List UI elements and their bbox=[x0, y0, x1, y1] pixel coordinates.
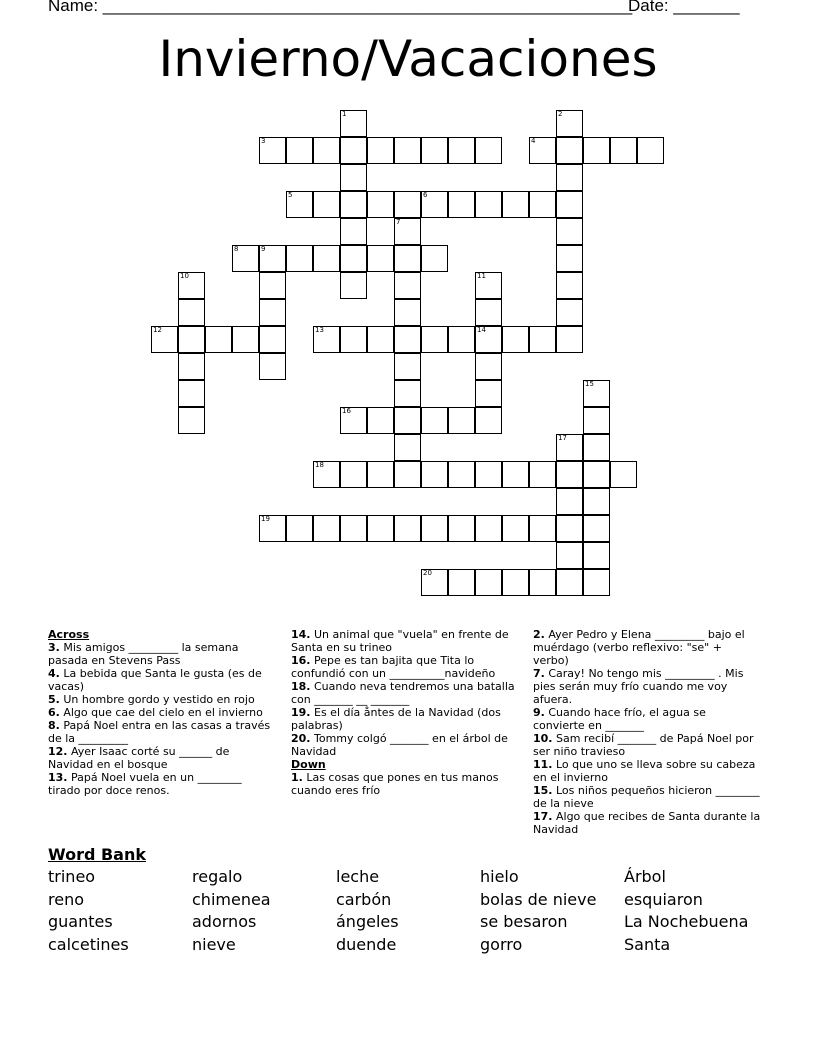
clue-item bbox=[291, 732, 519, 758]
clue-text: Los niños pequeños hicieron ________ de la nieve bbox=[533, 784, 760, 810]
crossword-cell[interactable] bbox=[178, 353, 205, 380]
crossword-cell[interactable] bbox=[340, 326, 367, 353]
word-bank-item: guantes bbox=[48, 912, 113, 932]
crossword-cell[interactable] bbox=[259, 326, 286, 353]
clue-num: 6. bbox=[48, 706, 60, 719]
name-line[interactable]: Name: ________________________________________________________ bbox=[48, 0, 633, 15]
crossword-cell[interactable] bbox=[286, 191, 313, 218]
clue-text: Tommy colgó _______ en el árbol de Navidad bbox=[291, 732, 508, 758]
word-bank-title: Word Bank bbox=[48, 845, 147, 864]
crossword-cell[interactable] bbox=[556, 326, 583, 353]
crossword-cell[interactable] bbox=[367, 515, 394, 542]
crossword-cell[interactable] bbox=[448, 191, 475, 218]
crossword-cell[interactable] bbox=[394, 461, 421, 488]
word-bank-item: calcetines bbox=[48, 934, 129, 954]
crossword-cell[interactable] bbox=[286, 137, 313, 164]
word-bank-column bbox=[48, 866, 129, 956]
word-bank-item: hielo bbox=[480, 867, 519, 886]
crossword-cell[interactable] bbox=[313, 461, 340, 488]
crossword-cell[interactable] bbox=[475, 515, 502, 542]
crossword-cell[interactable] bbox=[394, 380, 421, 407]
crossword-cell[interactable] bbox=[502, 569, 529, 596]
clue-number: 17 bbox=[558, 434, 567, 442]
crossword-cell[interactable] bbox=[556, 488, 583, 515]
clue-number: 12 bbox=[153, 326, 162, 334]
crossword-cell[interactable] bbox=[475, 461, 502, 488]
across-heading: Across bbox=[48, 628, 90, 641]
crossword-cell[interactable] bbox=[313, 137, 340, 164]
crossword-cell[interactable] bbox=[340, 272, 367, 299]
crossword-cell[interactable] bbox=[529, 326, 556, 353]
crossword-cell[interactable] bbox=[340, 110, 367, 137]
clue-item bbox=[533, 667, 761, 706]
clue-text: Un animal que "vuela" en frente de Santa en su trineo bbox=[291, 628, 509, 654]
clue-num: 2. bbox=[533, 628, 545, 641]
crossword-cell[interactable] bbox=[313, 326, 340, 353]
word-bank-item: gorro bbox=[480, 934, 523, 954]
word-bank-item: adornos bbox=[192, 912, 257, 932]
clue-number: 19 bbox=[261, 515, 270, 523]
crossword-cell[interactable] bbox=[394, 299, 421, 326]
clue-item bbox=[291, 771, 519, 797]
crossword-cell[interactable] bbox=[502, 461, 529, 488]
clue-item bbox=[48, 706, 276, 719]
crossword-cell[interactable] bbox=[259, 272, 286, 299]
clue-text: Lo que uno se lleva sobre su cabeza en el invierno bbox=[533, 758, 756, 784]
clue-num: 11. bbox=[533, 758, 553, 771]
clue-num: 14. bbox=[291, 628, 311, 641]
clue-num: 19. bbox=[291, 706, 311, 719]
clue-num: 20. bbox=[291, 732, 311, 745]
crossword-cell[interactable] bbox=[448, 326, 475, 353]
crossword-cell[interactable] bbox=[583, 542, 610, 569]
crossword-cell[interactable] bbox=[421, 137, 448, 164]
clue-number: 18 bbox=[315, 461, 324, 469]
crossword-cell[interactable] bbox=[502, 191, 529, 218]
crossword-cell[interactable] bbox=[475, 380, 502, 407]
word-bank-item: leche bbox=[336, 867, 380, 886]
word-bank-item: se besaron bbox=[480, 912, 568, 932]
word-bank-item: esquiaron bbox=[624, 889, 703, 909]
crossword-cell[interactable] bbox=[340, 218, 367, 245]
clue-number: 6 bbox=[423, 191, 428, 199]
clue-num: 1. bbox=[291, 771, 303, 784]
clue-text: Mis amigos _________ la semana pasada en Stevens Pass bbox=[48, 641, 239, 667]
clue-number: 2 bbox=[558, 110, 563, 118]
crossword-cell[interactable] bbox=[259, 299, 286, 326]
clue-item bbox=[48, 771, 276, 797]
crossword-cell[interactable] bbox=[340, 191, 367, 218]
clue-text: Caray! No tengo mis _________ . Mis pies serán muy frío cuando me voy afuera. bbox=[533, 667, 744, 706]
crossword-cell[interactable] bbox=[259, 353, 286, 380]
clue-number: 20 bbox=[423, 569, 432, 577]
crossword-cell[interactable] bbox=[556, 272, 583, 299]
word-bank-item: reno bbox=[48, 889, 84, 909]
word-bank-item: bolas de nieve bbox=[480, 889, 597, 909]
crossword-cell[interactable] bbox=[583, 380, 610, 407]
crossword-cell[interactable] bbox=[529, 191, 556, 218]
clue-text: Las cosas que pones en tus manos cuando eres frío bbox=[291, 771, 499, 797]
clue-text: Cuando neva tendremos una batalla con _______ __ _______ bbox=[291, 680, 515, 706]
crossword-cell[interactable] bbox=[340, 164, 367, 191]
crossword-cell[interactable] bbox=[394, 407, 421, 434]
clue-number: 11 bbox=[477, 272, 486, 280]
word-bank-column bbox=[192, 866, 271, 956]
crossword-cell[interactable] bbox=[583, 461, 610, 488]
crossword-cell[interactable] bbox=[529, 137, 556, 164]
word-bank-column bbox=[336, 866, 399, 956]
crossword-cell[interactable] bbox=[232, 326, 259, 353]
word-bank-item: chimenea bbox=[192, 889, 271, 909]
crossword-cell[interactable] bbox=[556, 245, 583, 272]
word-bank-item: nieve bbox=[192, 934, 236, 954]
clue-number: 4 bbox=[531, 137, 536, 145]
crossword-cell[interactable] bbox=[556, 218, 583, 245]
clue-num: 12. bbox=[48, 745, 68, 758]
crossword-cell[interactable] bbox=[610, 461, 637, 488]
crossword-cell[interactable] bbox=[151, 326, 178, 353]
clue-text: Ayer Isaac corté su ______ de Navidad en el bosque bbox=[48, 745, 230, 771]
crossword-cell[interactable] bbox=[556, 461, 583, 488]
crossword-cell[interactable] bbox=[340, 137, 367, 164]
clue-item bbox=[48, 745, 276, 771]
clue-number: 7 bbox=[396, 218, 401, 226]
crossword-cell[interactable] bbox=[556, 434, 583, 461]
clue-item bbox=[48, 641, 276, 667]
crossword-cell[interactable] bbox=[340, 515, 367, 542]
crossword-cell[interactable] bbox=[448, 461, 475, 488]
clue-number: 9 bbox=[261, 245, 266, 253]
clue-number: 1 bbox=[342, 110, 347, 118]
clue-item bbox=[533, 810, 761, 836]
clue-num: 3. bbox=[48, 641, 60, 654]
crossword-cell[interactable] bbox=[394, 434, 421, 461]
crossword-cell[interactable] bbox=[583, 515, 610, 542]
clue-num: 10. bbox=[533, 732, 553, 745]
clues-column-2 bbox=[291, 628, 519, 797]
clue-item bbox=[291, 706, 519, 732]
clue-num: 15. bbox=[533, 784, 553, 797]
crossword-cell[interactable] bbox=[394, 191, 421, 218]
crossword-cell[interactable] bbox=[556, 110, 583, 137]
clue-num: 16. bbox=[291, 654, 311, 667]
crossword-cell[interactable] bbox=[448, 515, 475, 542]
clue-text: Ayer Pedro y Elena _________ bajo el muérdago (verbo reflexivo: "se" + verbo) bbox=[533, 628, 745, 667]
clues-column-1 bbox=[48, 628, 276, 797]
crossword-cell[interactable] bbox=[367, 461, 394, 488]
crossword-cell[interactable] bbox=[421, 461, 448, 488]
crossword-cell[interactable] bbox=[394, 272, 421, 299]
crossword-cell[interactable] bbox=[394, 515, 421, 542]
crossword-cell[interactable] bbox=[259, 137, 286, 164]
crossword-cell[interactable] bbox=[178, 272, 205, 299]
word-bank-item: La Nochebuena bbox=[624, 912, 749, 932]
clue-text: Pepe es tan bajita que Tita lo confundió con un __________navideño bbox=[291, 654, 496, 680]
crossword-cell[interactable] bbox=[475, 569, 502, 596]
word-bank-item: regalo bbox=[192, 867, 243, 886]
crossword-cell[interactable] bbox=[475, 326, 502, 353]
crossword-cell[interactable] bbox=[529, 461, 556, 488]
crossword-cell[interactable] bbox=[394, 137, 421, 164]
clue-text: Algo que recibes de Santa durante la Navidad bbox=[533, 810, 761, 836]
clue-number: 15 bbox=[585, 380, 594, 388]
clue-text: Algo que cae del cielo en el invierno bbox=[59, 706, 263, 719]
word-bank-item: duende bbox=[336, 934, 397, 954]
clue-text: Sam recibí _______ de Papá Noel por ser niño travieso bbox=[533, 732, 754, 758]
crossword-cell[interactable] bbox=[394, 353, 421, 380]
crossword-cell[interactable] bbox=[475, 137, 502, 164]
crossword-cell[interactable] bbox=[232, 245, 259, 272]
clue-item bbox=[291, 654, 519, 680]
clue-item bbox=[291, 680, 519, 706]
clue-num: 5. bbox=[48, 693, 60, 706]
word-bank-item: ángeles bbox=[336, 912, 399, 932]
clue-item bbox=[533, 784, 761, 810]
crossword-cell[interactable] bbox=[340, 407, 367, 434]
clue-item bbox=[291, 628, 519, 654]
clue-item bbox=[533, 706, 761, 732]
crossword-cell[interactable] bbox=[313, 191, 340, 218]
crossword-cell[interactable] bbox=[421, 407, 448, 434]
clue-item bbox=[48, 693, 276, 706]
crossword-cell[interactable] bbox=[448, 569, 475, 596]
down-heading: Down bbox=[291, 758, 326, 771]
clue-num: 4. bbox=[48, 667, 60, 680]
crossword-cell[interactable] bbox=[394, 218, 421, 245]
crossword-cell[interactable] bbox=[556, 164, 583, 191]
clue-text: Es el día åntes de la Navidad (dos palabras) bbox=[291, 706, 501, 732]
clue-number: 14 bbox=[477, 326, 486, 334]
crossword-cell[interactable] bbox=[367, 407, 394, 434]
word-bank-column bbox=[624, 866, 748, 956]
word-bank-item: Santa bbox=[624, 934, 671, 954]
crossword-cell[interactable] bbox=[583, 407, 610, 434]
clue-number: 3 bbox=[261, 137, 266, 145]
word-bank-item: Árbol bbox=[624, 867, 666, 886]
crossword-cell[interactable] bbox=[421, 245, 448, 272]
crossword-cell[interactable] bbox=[313, 245, 340, 272]
crossword-cell[interactable] bbox=[286, 245, 313, 272]
crossword-cell[interactable] bbox=[529, 569, 556, 596]
clue-item bbox=[533, 628, 761, 667]
crossword-cell[interactable] bbox=[583, 488, 610, 515]
crossword-cell[interactable] bbox=[475, 299, 502, 326]
crossword-cell[interactable] bbox=[421, 515, 448, 542]
crossword-cell[interactable] bbox=[556, 137, 583, 164]
clue-number: 13 bbox=[315, 326, 324, 334]
clues-column-3 bbox=[533, 628, 761, 836]
crossword-cell[interactable] bbox=[367, 137, 394, 164]
clue-text: Papá Noel entra en las casas a través de la _________ bbox=[48, 719, 271, 745]
crossword-cell[interactable] bbox=[556, 542, 583, 569]
crossword-cell[interactable] bbox=[394, 326, 421, 353]
clue-num: 8. bbox=[48, 719, 60, 732]
crossword-cell[interactable] bbox=[421, 191, 448, 218]
crossword-cell[interactable] bbox=[502, 515, 529, 542]
crossword-cell[interactable] bbox=[448, 137, 475, 164]
crossword-cell[interactable] bbox=[367, 191, 394, 218]
clue-num: 9. bbox=[533, 706, 545, 719]
word-bank-item: carbón bbox=[336, 889, 392, 909]
word-bank-item: trineo bbox=[48, 867, 96, 886]
crossword-cell[interactable] bbox=[286, 515, 313, 542]
clue-number: 10 bbox=[180, 272, 189, 280]
crossword-cell[interactable] bbox=[367, 326, 394, 353]
word-bank-column bbox=[480, 866, 596, 956]
crossword-cell[interactable] bbox=[475, 353, 502, 380]
clue-item bbox=[533, 732, 761, 758]
crossword-cell[interactable] bbox=[205, 326, 232, 353]
crossword-cell[interactable] bbox=[178, 380, 205, 407]
crossword-cell[interactable] bbox=[259, 245, 286, 272]
crossword-cell[interactable] bbox=[583, 137, 610, 164]
crossword-cell[interactable] bbox=[178, 326, 205, 353]
crossword-cell[interactable] bbox=[421, 569, 448, 596]
crossword-cell[interactable] bbox=[556, 299, 583, 326]
crossword-cell[interactable] bbox=[475, 191, 502, 218]
crossword-cell[interactable] bbox=[178, 407, 205, 434]
clue-num: 7. bbox=[533, 667, 545, 680]
clue-item bbox=[48, 667, 276, 693]
crossword-cell[interactable] bbox=[313, 515, 340, 542]
crossword-cell[interactable] bbox=[556, 515, 583, 542]
crossword-cell[interactable] bbox=[637, 137, 664, 164]
crossword-cell[interactable] bbox=[475, 272, 502, 299]
crossword-cell[interactable] bbox=[421, 326, 448, 353]
crossword-cell[interactable] bbox=[448, 407, 475, 434]
crossword-cell[interactable] bbox=[367, 245, 394, 272]
crossword-cell[interactable] bbox=[340, 245, 367, 272]
clue-number: 5 bbox=[288, 191, 293, 199]
crossword-cell[interactable] bbox=[475, 407, 502, 434]
clue-text: La bebida que Santa le gusta (es de vacas) bbox=[48, 667, 262, 693]
clue-num: 17. bbox=[533, 810, 553, 823]
clue-text: Un hombre gordo y vestido en rojo bbox=[59, 693, 255, 706]
crossword-cell[interactable] bbox=[556, 191, 583, 218]
clue-item bbox=[533, 758, 761, 784]
date-line[interactable]: Date: _______ bbox=[628, 0, 740, 15]
clue-text: Papá Noel vuela en un ________ tirado por doce renos. bbox=[48, 771, 242, 797]
page-title: Invierno/Vacaciones bbox=[158, 30, 658, 88]
clue-num: 18. bbox=[291, 680, 311, 693]
crossword-cell[interactable] bbox=[610, 137, 637, 164]
crossword-cell[interactable] bbox=[178, 299, 205, 326]
crossword-cell[interactable] bbox=[340, 461, 367, 488]
crossword-cell[interactable] bbox=[583, 569, 610, 596]
clue-number: 8 bbox=[234, 245, 239, 253]
crossword-cell[interactable] bbox=[394, 245, 421, 272]
clue-item bbox=[48, 719, 276, 745]
crossword-cell[interactable] bbox=[529, 515, 556, 542]
crossword-cell[interactable] bbox=[556, 569, 583, 596]
clue-text: Cuando hace frío, el agua se convierte en _______ bbox=[533, 706, 706, 732]
crossword-cell[interactable] bbox=[259, 515, 286, 542]
clue-num: 13. bbox=[48, 771, 68, 784]
clue-number: 16 bbox=[342, 407, 351, 415]
crossword-cell[interactable] bbox=[583, 434, 610, 461]
crossword-cell[interactable] bbox=[502, 326, 529, 353]
